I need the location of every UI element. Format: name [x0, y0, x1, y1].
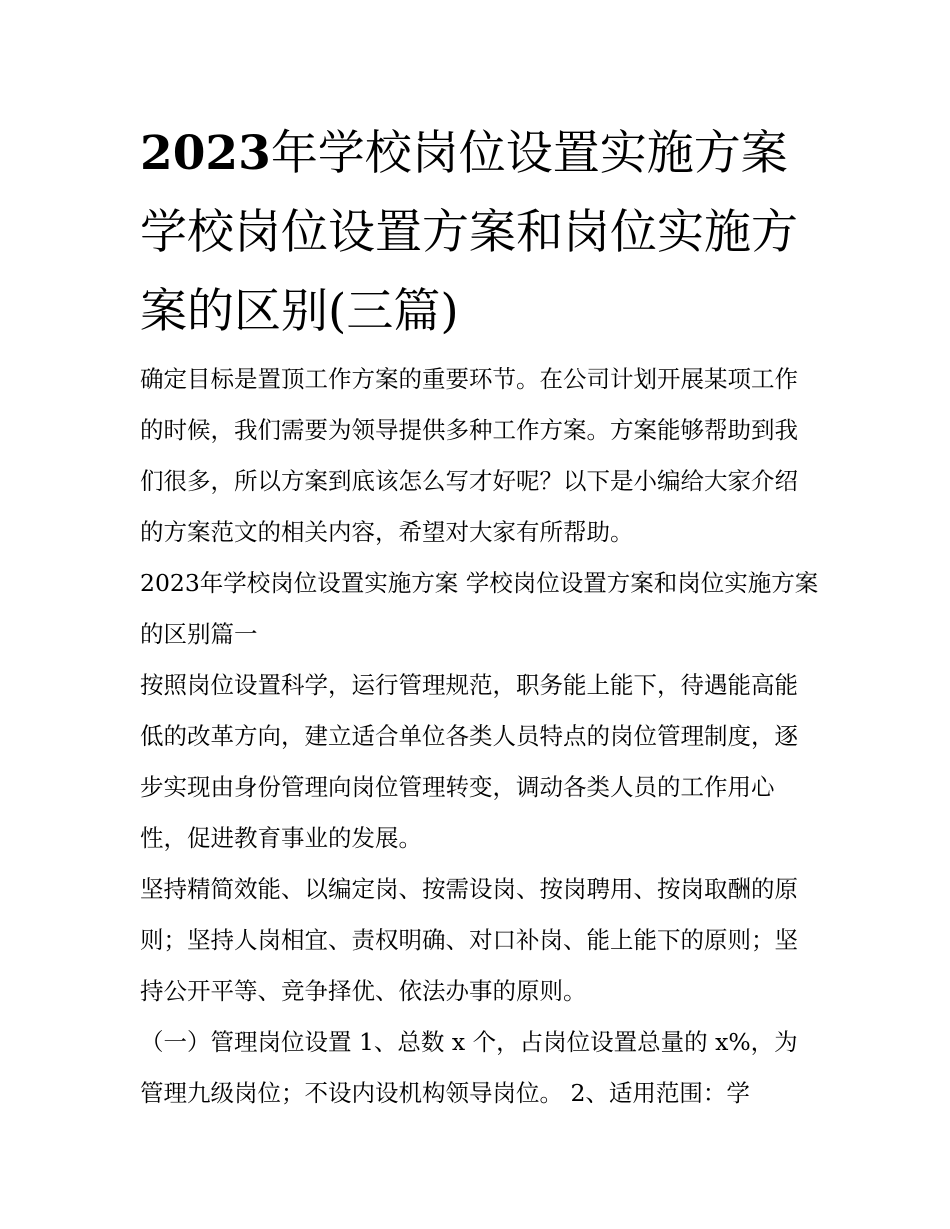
- title-text: 年学校岗位设置实施方案学校岗位设置方案和岗位实施方案的区别(三篇): [140, 126, 798, 339]
- document-title: [140, 114, 820, 351]
- paragraph-management-posts: （一）管理岗位设置 1、总数 x 个，占岗位设置总量的 x%，为管理九级岗位；不设内设机构领导岗位。 2、适用范围：学: [140, 1028, 798, 1107]
- paragraph-principles: 坚持精简效能、以编定岗、按需设岗、按岗聘用、按岗取酬的原则；坚持人岗相宜、责权明确、对口补岗、能上能下的原则；坚持公开平等、竞争择优、依法办事的原则。: [140, 875, 798, 1005]
- paragraph-section-heading: 2023年学校岗位设置实施方案 学校岗位设置方案和岗位实施方案的区别篇一: [140, 569, 819, 648]
- title-year: 2023: [140, 126, 271, 181]
- paragraph-goal: 按照岗位设置科学，运行管理规范，职务能上能下，待遇能高能低的改革方向，建立适合单位各类人员特点的岗位管理制度，逐步实现由身份管理向岗位管理转变，调动各类人员的工作用心性，促进教育事业的发展。: [140, 671, 798, 852]
- paragraph-intro: 确定目标是置顶工作方案的重要环节。在公司计划开展某项工作的时候，我们需要为领导提供多种工作方案。方案能够帮助到我们很多，所以方案到底该怎么写才好呢？以下是小编给大家介绍的方案范文的相关内容，希望对大家有所帮助。: [140, 365, 798, 546]
- document-body: [140, 354, 820, 1119]
